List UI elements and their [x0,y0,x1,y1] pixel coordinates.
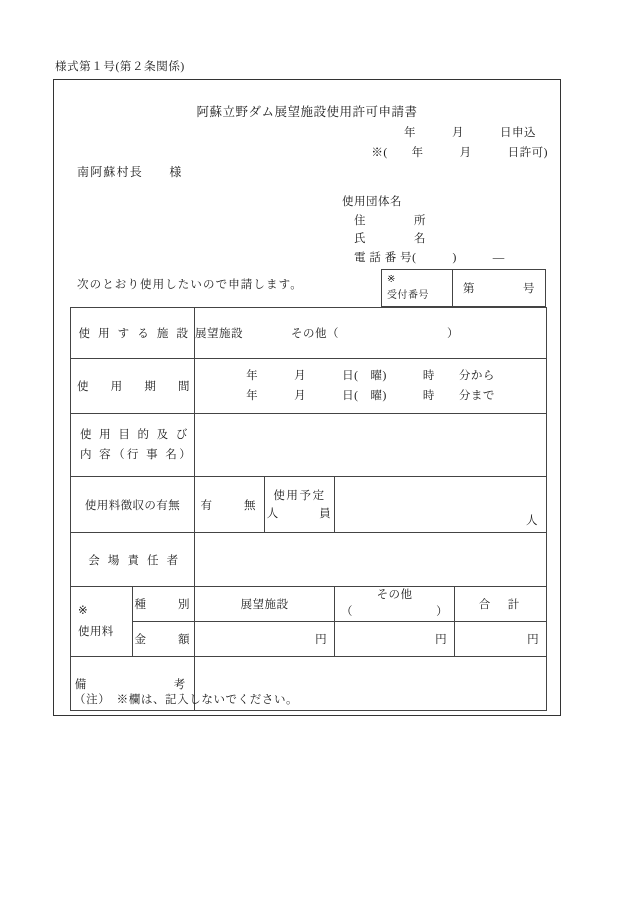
period-line-to: 年 月 日( 曜) 時 分まで [246,390,495,402]
usage-fee-col-1-amount[interactable]: 円 [335,622,455,657]
attendance-label-line2: 人 員 [266,507,333,520]
period-label: 使 用 期 間 [71,359,195,414]
purpose-label [71,414,195,477]
receipt-label-text: 受付番号 [387,290,429,301]
usage-fee-type-label: 種 別 [133,587,195,622]
usage-fee-col-0-header: 展望施設 [195,587,335,622]
application-table [70,307,547,711]
usage-fee-amount-label: 金 額 [133,622,195,657]
facility-value[interactable]: 展望施設 その他（ ） [195,308,547,359]
usage-fee-label-text: 使用料 [78,625,114,638]
group-name-label: 使用団体名 [342,196,402,208]
intro-text: 次のとおり使用したいので申請します。 [77,279,303,291]
receipt-number-label [382,270,453,306]
name-label: 氏 名 [354,233,426,245]
applicant-info-block [342,193,505,267]
period-line-from: 年 月 日( 曜) 時 分から [246,370,495,382]
table-row-usage-fee-amount [71,622,547,657]
phone-label: 電 話 番 号( ) — [354,251,505,264]
table-row-venue-manager [71,533,547,587]
usage-fee-col-0-amount[interactable]: 円 [195,622,335,657]
usage-fee-label [71,587,133,657]
receipt-number-value: 第 号 [463,283,535,295]
form-number: 様式第１号(第２条関係) [55,61,185,73]
table-row-purpose [71,414,547,477]
usage-fee-col-1-header [335,587,455,622]
venue-manager-value[interactable] [195,533,547,587]
application-date-line: 年 月 日申込 [404,127,536,139]
attendance-label-line1: 使用予定 [273,489,326,502]
table-row-period [71,359,547,414]
footer-note: （注） ※欄は、記入しないでください。 [74,694,299,706]
attendance-value[interactable]: 人 [335,477,547,533]
fee-collection-options[interactable]: 有 無 [195,477,265,533]
addressee: 南阿蘇村長 様 [77,165,183,179]
permit-date-line: ※( 年 月 日許可) [371,147,548,159]
form-frame [53,79,561,716]
purpose-label-line2: 内 容（行 事 名） [80,449,194,461]
fee-collection-label: 使用料徴収の有無 [71,477,195,533]
facility-label: 使 用 す る 施 設 [71,308,195,359]
usage-fee-col-2-amount[interactable]: 円 [455,622,547,657]
usage-fee-col-2-header: 合 計 [455,587,547,622]
usage-fee-mark: ※ [78,604,89,617]
table-row-facility [71,308,547,359]
venue-manager-label: 会 場 責 任 者 [71,533,195,587]
purpose-label-line1: 使 用 目 的 及 び [80,429,190,441]
purpose-value[interactable] [195,414,547,477]
remarks-label: 備 考 [71,657,195,711]
table-row-fee-collection [71,477,547,533]
receipt-mark: ※ [387,274,396,285]
document-title: 阿蘇立野ダム展望施設使用許可申請書 [196,105,418,119]
receipt-number-box [381,269,546,307]
attendance-label [265,477,335,533]
period-value[interactable] [195,359,547,414]
usage-fee-col-1-header-paren[interactable]: （ ） [340,606,449,618]
address-label: 住 所 [354,214,426,227]
table-row-usage-fee-type [71,587,547,622]
usage-fee-col-1-header-text: その他 [376,589,413,601]
